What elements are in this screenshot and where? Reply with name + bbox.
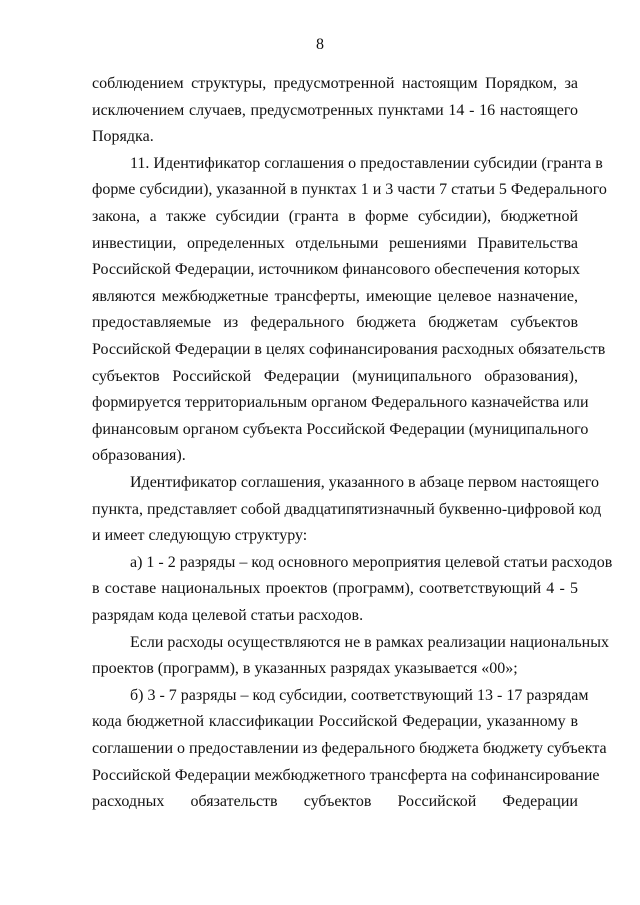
text-line: разрядам кода целевой статьи расходов. (92, 607, 364, 624)
text-line: Порядка. (92, 128, 154, 146)
text-line: форме субсидии), указанной в пунктах 1 и 3 части 7 статьи 5 Федерального (92, 181, 607, 199)
text-line: Российской Федерации в целях софинансирования расходных обязательств (92, 341, 606, 358)
text-line: Российской Федерации, источником финансового обеспечения которых (92, 261, 580, 279)
text-line: Идентификатор соглашения, указанного в абзаце первом настоящего (130, 474, 600, 491)
text-line: и имеет следующую структуру: (92, 527, 308, 545)
text-line: 11. Идентификатор соглашения о предоставлении субсидии (гранта в (130, 154, 603, 172)
text-line: проектов (программ), в указанных разрядах указывается «00»; (92, 660, 518, 678)
text-line: образования). (92, 447, 186, 465)
text-line: предоставляемые из федерального бюджета бюджетам субъектов (92, 314, 578, 332)
text-line: закона, а также субсидии (гранта в форме субсидии), бюджетной (92, 208, 578, 225)
text-line: исключением случаев, предусмотренных пунктами 14 - 16 настоящего (92, 101, 578, 119)
text-line: инвестиции, определенных отдельными решениями Правительства (92, 234, 578, 252)
text-line: пункта, представляет собой двадцатипятизначный буквенно-цифровой код (92, 500, 602, 518)
text-line: формируется территориальным органом Федерального казначейства или (92, 394, 589, 412)
text-line: в составе национальных проектов (программ), соответствующий 4 - 5 (92, 580, 578, 598)
text-line: финансовым органом субъекта Российской Федерации (муниципального (92, 420, 589, 438)
text-line: Если расходы осуществляются не в рамках реализации национальных (130, 633, 609, 651)
text-line: соблюдением структуры, предусмотренной настоящим Порядком, за (92, 75, 578, 92)
text-line: Российской Федерации межбюджетного трансферта на софинансирование (92, 766, 600, 784)
text-line: субъектов Российской Федерации (муниципального образования), (92, 367, 578, 385)
text-line: б) 3 - 7 разряды – код субсидии, соответствующий 13 - 17 разрядам (130, 686, 589, 704)
text-line: соглашении о предоставлении из федерального бюджета бюджету субъекта (92, 740, 607, 757)
page-number: 8 (316, 36, 324, 53)
text-line: кода бюджетной классификации Российской Федерации, указанному в (92, 713, 578, 731)
text-line: являются межбюджетные трансферты, имеющие целевое назначение, (92, 287, 578, 305)
text-line: а) 1 - 2 разряды – код основного мероприятия целевой статьи расходов (130, 553, 613, 571)
text-line: расходных обязательств субъектов Российской Федерации (92, 793, 578, 811)
